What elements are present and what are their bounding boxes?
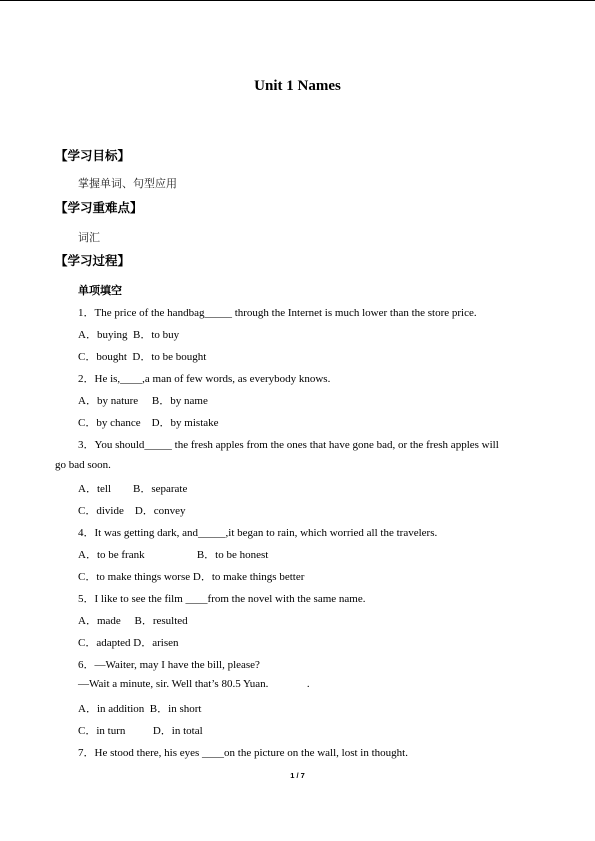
question-6-dialogue: —Wait a minute, sir. Well that’s 80.5 Yuan. . — [78, 678, 310, 690]
objectives-text: 掌握单词、句型应用 — [78, 177, 177, 190]
question-3-options-cd: C．divide D．convey — [78, 505, 186, 517]
question-4-options-cd: C．to make things worse D．to make things better — [78, 571, 305, 583]
question-4: 4．It was getting dark, and_____,it began to rain, which worried all the travelers. — [78, 527, 438, 539]
question-2-options-cd: C．by chance D．by mistake — [78, 417, 219, 429]
question-1-options-cd: C．bought D．to be bought — [78, 351, 207, 363]
question-1: 1．The price of the handbag_____ through the Internet is much lower than the store price. — [78, 307, 477, 319]
question-3-continuation: go bad soon. — [55, 459, 111, 471]
question-3-options-ab: A．tell B．separate — [78, 483, 188, 495]
question-1-options-ab: A．buying B．to buy — [78, 329, 180, 341]
heading-process: 【学习过程】 — [55, 253, 131, 268]
heading-objectives: 【学习目标】 — [55, 148, 131, 163]
question-5-options-cd: C．adapted D．arisen — [78, 637, 179, 649]
key-points-text: 词汇 — [78, 231, 100, 244]
section-label: 单项填空 — [78, 284, 122, 297]
question-3: 3．You should_____ the fresh apples from the ones that have gone bad, or the fresh apples will — [78, 439, 499, 451]
question-7: 7．He stood there, his eyes ____on the picture on the wall, lost in thought. — [78, 747, 408, 759]
question-6-options-ab: A．in addition B．in short — [78, 703, 202, 715]
question-4-options-ab: A．to be frank B．to be honest — [78, 549, 269, 561]
top-border-line — [0, 0, 595, 1]
question-2: 2．He is,____,a man of few words, as everybody knows. — [78, 373, 331, 385]
page-number: 1 / 7 — [290, 771, 305, 780]
question-6: 6．—Waiter, may I have the bill, please? — [78, 659, 260, 671]
heading-key-points: 【学习重难点】 — [55, 200, 143, 215]
question-2-options-ab: A．by nature B．by name — [78, 395, 208, 407]
question-6-options-cd: C．in turn D．in total — [78, 725, 203, 737]
question-5: 5．I like to see the film ____from the novel with the same name. — [78, 593, 366, 605]
question-5-options-ab: A．made B．resulted — [78, 615, 188, 627]
document-title: Unit 1 Names — [254, 78, 341, 94]
